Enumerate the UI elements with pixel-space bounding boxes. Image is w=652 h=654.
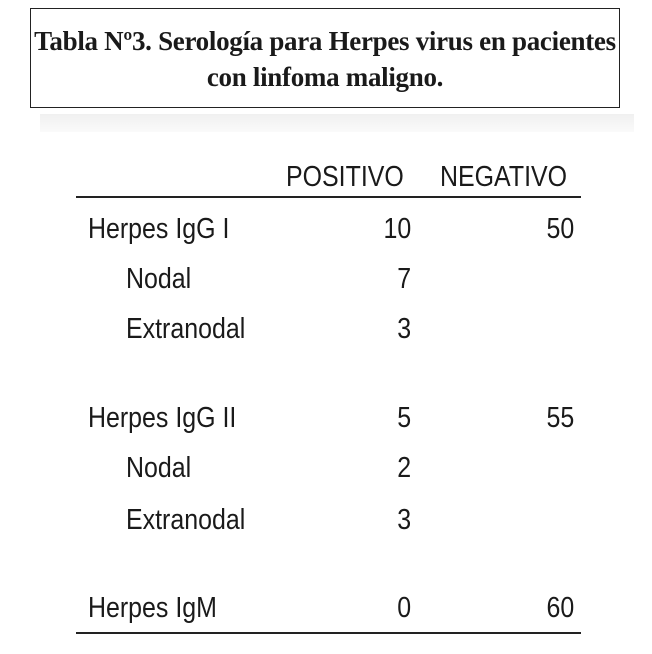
row-label-herpes-igg-2: Herpes IgG II [88, 402, 237, 434]
table-top-rule [76, 196, 581, 198]
cell-positivo: 5 [397, 402, 411, 434]
cell-positivo: 3 [397, 504, 411, 536]
cell-negativo: 55 [546, 402, 574, 434]
row-label-nodal: Nodal [126, 452, 192, 484]
row-label-herpes-igg-1: Herpes IgG I [88, 213, 230, 245]
cell-negativo: 60 [546, 592, 574, 624]
table-title-line-2: con linfoma maligno. [206, 62, 444, 92]
column-header-negativo: NEGATIVO [440, 161, 568, 193]
row-label-herpes-igm: Herpes IgM [88, 592, 217, 624]
row-label-nodal: Nodal [126, 263, 192, 295]
scan-shadow [40, 114, 634, 132]
row-label-extranodal: Extranodal [126, 504, 246, 536]
row-label-extranodal: Extranodal [126, 313, 246, 345]
table-title-line-1: Tabla Nº3. Serología para Herpes virus en pacientes [34, 26, 616, 56]
cell-negativo: 50 [546, 213, 574, 245]
cell-positivo: 2 [397, 452, 411, 484]
column-header-positivo: POSITIVO [286, 161, 404, 193]
cell-positivo: 10 [383, 213, 411, 245]
table-title-box [30, 8, 620, 108]
cell-positivo: 7 [397, 263, 411, 295]
cell-positivo: 0 [397, 592, 411, 624]
cell-positivo: 3 [397, 313, 411, 345]
table-bottom-rule [76, 632, 581, 634]
